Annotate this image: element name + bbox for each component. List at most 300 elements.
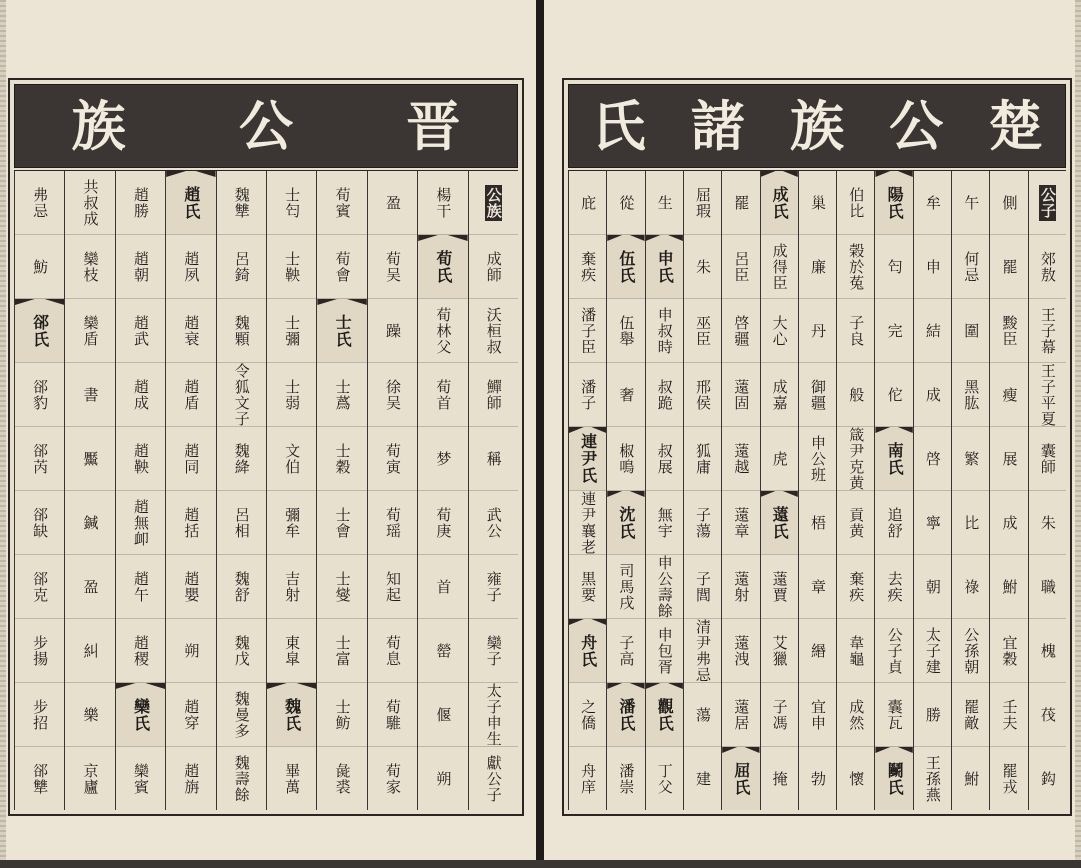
clan-header-cell xyxy=(875,426,912,490)
person-name: 公子 xyxy=(1038,186,1057,219)
person-name: 荀庚 xyxy=(434,506,453,539)
person-name: 黶 xyxy=(81,450,100,467)
person-name: 魴 xyxy=(31,258,50,275)
genealogy-column xyxy=(115,171,165,810)
name-cell xyxy=(166,362,215,426)
person-name: 之僑 xyxy=(579,698,598,731)
name-cell xyxy=(761,618,798,682)
person-name: 首 xyxy=(434,578,453,595)
name-cell xyxy=(952,490,989,554)
name-cell xyxy=(646,171,683,234)
name-cell xyxy=(267,426,316,490)
name-cell xyxy=(116,298,165,362)
name-cell xyxy=(799,682,836,746)
name-cell xyxy=(217,682,266,746)
person-name: 弗忌 xyxy=(31,186,50,219)
name-cell xyxy=(469,682,518,746)
person-name: 鮒 xyxy=(962,770,981,787)
name-cell xyxy=(65,554,114,618)
name-cell xyxy=(952,618,989,682)
name-cell xyxy=(684,618,721,682)
person-name: 荀首 xyxy=(434,378,453,411)
name-cell xyxy=(166,554,215,618)
name-cell xyxy=(469,554,518,618)
name-cell xyxy=(418,171,467,234)
genealogy-column xyxy=(266,171,316,810)
person-name: 士鲂 xyxy=(333,698,352,731)
name-cell xyxy=(1029,490,1066,554)
person-name: 職 xyxy=(1038,578,1057,595)
name-cell xyxy=(607,362,644,426)
person-name: 魏顆 xyxy=(232,314,251,347)
page-edge xyxy=(1075,0,1081,860)
name-cell xyxy=(952,554,989,618)
right-banner-title xyxy=(568,84,1066,168)
name-cell xyxy=(646,746,683,810)
name-cell xyxy=(990,682,1027,746)
person-name: 趙括 xyxy=(182,506,201,539)
banner-character: 氏 xyxy=(591,94,646,158)
clan-header-cell xyxy=(875,171,912,234)
name-cell xyxy=(722,426,759,490)
genealogy-column xyxy=(683,171,721,810)
name-cell xyxy=(317,618,366,682)
person-name: 御疆 xyxy=(808,378,827,411)
name-cell xyxy=(267,746,316,810)
name-cell xyxy=(914,618,951,682)
person-name: 鈎 xyxy=(1038,770,1057,787)
person-name: 箴尹克黄 xyxy=(847,426,866,490)
genealogy-column xyxy=(951,171,989,810)
name-cell xyxy=(368,682,417,746)
name-cell xyxy=(799,234,836,298)
genealogy-column xyxy=(216,171,266,810)
genealogy-column xyxy=(468,171,518,810)
clan-header-cell xyxy=(15,298,64,362)
clan-name: 觀氏 xyxy=(655,697,675,732)
person-name: 囊瓦 xyxy=(885,698,904,731)
person-name: 趙勝 xyxy=(131,186,150,219)
name-cell xyxy=(569,490,606,554)
person-name: 郤克 xyxy=(31,570,50,603)
person-name: 午 xyxy=(962,194,981,211)
person-name: 趙旃 xyxy=(182,762,201,795)
person-name: 公孫朝 xyxy=(962,626,981,675)
right-text-block xyxy=(562,78,1072,816)
name-cell xyxy=(418,618,467,682)
person-name: 趙盾 xyxy=(182,378,201,411)
name-cell xyxy=(722,618,759,682)
name-cell xyxy=(368,298,417,362)
banner-character: 族 xyxy=(71,94,126,158)
genealogy-column xyxy=(1028,171,1066,810)
person-name: 祿 xyxy=(962,578,981,595)
name-cell xyxy=(914,554,951,618)
name-cell xyxy=(15,554,64,618)
person-name: 何忌 xyxy=(962,250,981,283)
name-cell xyxy=(217,298,266,362)
clan-header-cell xyxy=(761,490,798,554)
name-cell xyxy=(875,682,912,746)
person-name: 郤缺 xyxy=(31,506,50,539)
person-name: 趙鞅 xyxy=(131,442,150,475)
person-name: 巫臣 xyxy=(694,314,713,347)
name-cell xyxy=(368,490,417,554)
person-name: 魏戊 xyxy=(232,634,251,667)
person-name: 梧 xyxy=(808,514,827,531)
person-name: 郊敖 xyxy=(1038,250,1057,283)
name-cell xyxy=(837,682,874,746)
person-name: 士富 xyxy=(333,634,352,667)
name-cell xyxy=(317,490,366,554)
person-name: 繁 xyxy=(962,450,981,467)
person-name: 丁父 xyxy=(655,762,674,795)
person-name: 趙午 xyxy=(131,570,150,603)
person-name: 呂錡 xyxy=(232,250,251,283)
name-cell xyxy=(837,746,874,810)
left-page xyxy=(0,0,536,860)
name-cell xyxy=(267,554,316,618)
name-cell xyxy=(684,746,721,810)
person-name: 囊師 xyxy=(1038,442,1057,475)
person-name: 魏犨 xyxy=(232,186,251,219)
name-cell xyxy=(217,426,266,490)
person-name: 步揚 xyxy=(31,634,50,667)
clan-header-cell xyxy=(166,171,215,234)
name-cell xyxy=(799,362,836,426)
person-name: 彘裘 xyxy=(333,762,352,795)
person-name: 偃 xyxy=(434,706,453,723)
name-cell xyxy=(952,746,989,810)
name-cell xyxy=(116,490,165,554)
name-cell xyxy=(116,554,165,618)
name-cell xyxy=(65,426,114,490)
name-cell xyxy=(837,234,874,298)
name-cell xyxy=(761,682,798,746)
name-cell xyxy=(418,362,467,426)
clan-name: 屈氏 xyxy=(731,761,751,796)
clan-name: 欒氏 xyxy=(131,697,151,732)
name-cell xyxy=(267,234,316,298)
person-name: 追舒 xyxy=(885,506,904,539)
name-cell xyxy=(722,234,759,298)
person-name: 步招 xyxy=(31,698,50,731)
person-name: 罷 xyxy=(1000,258,1019,275)
person-name: 廉 xyxy=(808,258,827,275)
name-cell xyxy=(990,298,1027,362)
name-cell xyxy=(15,362,64,426)
person-name: 太子申生 xyxy=(484,682,503,746)
person-name: 荀賓 xyxy=(333,186,352,219)
person-name: 申公班 xyxy=(808,434,827,483)
name-cell xyxy=(569,171,606,234)
person-name: 建 xyxy=(694,770,713,787)
name-cell xyxy=(646,426,683,490)
person-name: 匄 xyxy=(885,258,904,275)
name-cell xyxy=(317,234,366,298)
name-cell xyxy=(607,426,644,490)
name-cell xyxy=(990,234,1027,298)
person-name: 薳章 xyxy=(732,506,751,539)
name-cell xyxy=(799,746,836,810)
left-text-block xyxy=(8,78,524,816)
person-name: 東皐 xyxy=(283,634,302,667)
clan-header-cell xyxy=(418,234,467,298)
name-cell xyxy=(15,234,64,298)
person-name: 魏舒 xyxy=(232,570,251,603)
name-cell xyxy=(761,362,798,426)
person-name: 牟 xyxy=(923,194,942,211)
person-name: 畢萬 xyxy=(283,762,302,795)
name-cell xyxy=(646,490,683,554)
person-name: 士弱 xyxy=(283,378,302,411)
name-cell xyxy=(722,554,759,618)
clan-name: 郤氏 xyxy=(30,313,50,348)
person-name: 瘦 xyxy=(1000,386,1019,403)
person-name: 圍 xyxy=(962,322,981,339)
person-name: 樂 xyxy=(81,706,100,723)
person-name: 完 xyxy=(885,322,904,339)
person-name: 獻公子 xyxy=(484,754,503,803)
person-name: 公子貞 xyxy=(885,626,904,675)
person-name: 啓 xyxy=(923,450,942,467)
person-name: 鱓師 xyxy=(484,378,503,411)
name-cell xyxy=(569,234,606,298)
name-cell xyxy=(267,490,316,554)
genealogy-column xyxy=(64,171,114,810)
person-name: 趙朝 xyxy=(131,250,150,283)
name-cell xyxy=(418,682,467,746)
clan-name: 舟氏 xyxy=(578,633,598,668)
name-cell xyxy=(116,426,165,490)
clan-header-cell xyxy=(722,746,759,810)
name-cell xyxy=(761,234,798,298)
person-name: 成然 xyxy=(847,698,866,731)
banner-character: 公 xyxy=(889,94,944,158)
person-name: 般 xyxy=(847,386,866,403)
clan-name: 陽氏 xyxy=(885,185,905,220)
name-cell xyxy=(65,234,114,298)
name-cell xyxy=(799,618,836,682)
person-name: 荀林父 xyxy=(434,306,453,355)
person-name: 趙夙 xyxy=(182,250,201,283)
genealogy-column xyxy=(367,171,417,810)
name-cell xyxy=(217,554,266,618)
person-name: 薳固 xyxy=(732,378,751,411)
clan-name: 連尹氏 xyxy=(578,433,598,484)
person-name: 舟庠 xyxy=(579,762,598,795)
clan-name: 士氏 xyxy=(333,313,353,348)
person-name: 士彌 xyxy=(283,314,302,347)
clan-header-cell xyxy=(317,298,366,362)
person-name: 雍子 xyxy=(484,570,503,603)
name-cell xyxy=(875,554,912,618)
person-name: 緡 xyxy=(808,642,827,659)
person-name: 趙成 xyxy=(131,378,150,411)
section-tag-cell xyxy=(469,171,518,234)
clan-header-cell xyxy=(607,682,644,746)
clan-name: 沈氏 xyxy=(616,505,636,540)
person-name: 從 xyxy=(617,194,636,211)
name-cell xyxy=(368,554,417,618)
name-cell xyxy=(1029,554,1066,618)
name-cell xyxy=(418,554,467,618)
person-name: 徐吴 xyxy=(383,378,402,411)
person-name: 叔展 xyxy=(655,442,674,475)
person-name: 魏曼多 xyxy=(232,690,251,739)
person-name: 申公壽餘 xyxy=(655,554,674,618)
name-cell xyxy=(217,618,266,682)
name-cell xyxy=(317,426,366,490)
name-cell xyxy=(166,426,215,490)
name-cell xyxy=(65,362,114,426)
person-name: 欒枝 xyxy=(81,250,100,283)
name-cell xyxy=(684,682,721,746)
person-name: 薳越 xyxy=(732,442,751,475)
name-cell xyxy=(166,618,215,682)
person-name: 成得臣 xyxy=(770,242,789,291)
person-name: 榖於菟 xyxy=(847,242,866,291)
name-cell xyxy=(1029,682,1066,746)
name-cell xyxy=(217,362,266,426)
person-name: 壬夫 xyxy=(1000,698,1019,731)
name-cell xyxy=(952,298,989,362)
name-cell xyxy=(116,362,165,426)
person-name: 丹 xyxy=(808,322,827,339)
name-cell xyxy=(799,171,836,234)
person-name: 成 xyxy=(1000,514,1019,531)
name-cell xyxy=(875,618,912,682)
person-name: 令狐文子 xyxy=(232,362,251,426)
name-cell xyxy=(646,362,683,426)
name-cell xyxy=(684,171,721,234)
name-cell xyxy=(761,554,798,618)
person-name: 清尹弗忌 xyxy=(694,618,713,682)
section-tag-cell xyxy=(1029,171,1066,234)
name-cell xyxy=(761,426,798,490)
name-cell xyxy=(217,490,266,554)
person-name: 京廬 xyxy=(81,762,100,795)
name-cell xyxy=(914,298,951,362)
person-name: 子馮 xyxy=(770,698,789,731)
banner-character: 族 xyxy=(789,94,844,158)
name-cell xyxy=(914,426,951,490)
person-name: 士蔿 xyxy=(333,378,352,411)
person-name: 罷戎 xyxy=(1000,762,1019,795)
name-cell xyxy=(607,171,644,234)
person-name: 屈瑕 xyxy=(694,186,713,219)
person-name: 黒要 xyxy=(579,570,598,603)
name-cell xyxy=(166,490,215,554)
clan-header-cell xyxy=(646,234,683,298)
person-name: 薳射 xyxy=(732,570,751,603)
person-name: 盈 xyxy=(383,194,402,211)
person-name: 呂臣 xyxy=(732,250,751,283)
person-name: 沃桓叔 xyxy=(484,306,503,355)
person-name: 佗 xyxy=(885,386,904,403)
person-name: 欒盾 xyxy=(81,314,100,347)
person-name: 朔 xyxy=(434,770,453,787)
person-name: 郤犨 xyxy=(31,762,50,795)
person-name: 書 xyxy=(81,386,100,403)
name-cell xyxy=(990,618,1027,682)
page-edge xyxy=(0,0,6,860)
name-cell xyxy=(799,426,836,490)
name-cell xyxy=(15,171,64,234)
person-name: 鮒 xyxy=(1000,578,1019,595)
clan-header-cell xyxy=(569,618,606,682)
name-cell xyxy=(317,362,366,426)
name-cell xyxy=(952,362,989,426)
person-name: 展 xyxy=(1000,450,1019,467)
name-cell xyxy=(607,554,644,618)
clan-name: 成氏 xyxy=(770,185,790,220)
clan-name: 南氏 xyxy=(885,441,905,476)
genealogy-column xyxy=(14,171,64,810)
person-name: 伍舉 xyxy=(617,314,636,347)
name-cell xyxy=(418,490,467,554)
name-cell xyxy=(761,298,798,362)
person-name: 邢侯 xyxy=(694,378,713,411)
name-cell xyxy=(317,682,366,746)
name-cell xyxy=(469,490,518,554)
name-cell xyxy=(469,234,518,298)
person-name: 欒子 xyxy=(484,634,503,667)
person-name: 趙無卹 xyxy=(131,498,150,547)
person-name: 王子平夏 xyxy=(1038,362,1057,426)
person-name: 勃 xyxy=(808,770,827,787)
person-name: 士穀 xyxy=(333,442,352,475)
name-cell xyxy=(952,234,989,298)
name-cell xyxy=(569,746,606,810)
clan-header-cell xyxy=(116,682,165,746)
person-name: 趙穿 xyxy=(182,698,201,731)
person-name: 宜申 xyxy=(808,698,827,731)
person-name: 茷 xyxy=(1038,706,1057,723)
person-name: 朝 xyxy=(923,578,942,595)
person-name: 巢 xyxy=(808,194,827,211)
name-cell xyxy=(799,490,836,554)
genealogy-column xyxy=(568,171,606,810)
name-cell xyxy=(990,554,1027,618)
name-cell xyxy=(418,426,467,490)
clan-name: 潘氏 xyxy=(616,697,636,732)
person-name: 狐庸 xyxy=(694,442,713,475)
name-cell xyxy=(990,362,1027,426)
person-name: 士燮 xyxy=(333,570,352,603)
person-name: 知起 xyxy=(383,570,402,603)
name-cell xyxy=(217,746,266,810)
genealogy-column xyxy=(836,171,874,810)
person-name: 欒賓 xyxy=(131,762,150,795)
person-name: 趙同 xyxy=(182,442,201,475)
name-cell xyxy=(65,682,114,746)
name-cell xyxy=(166,298,215,362)
person-name: 貢黄 xyxy=(847,506,866,539)
name-cell xyxy=(837,171,874,234)
name-cell xyxy=(952,682,989,746)
person-name: 文伯 xyxy=(283,442,302,475)
person-name: 椒鳴 xyxy=(617,442,636,475)
person-name: 荀會 xyxy=(333,250,352,283)
name-cell xyxy=(1029,362,1066,426)
name-cell xyxy=(15,746,64,810)
person-name: 荀寅 xyxy=(383,442,402,475)
name-cell xyxy=(317,554,366,618)
name-cell xyxy=(607,298,644,362)
clan-header-cell xyxy=(875,746,912,810)
name-cell xyxy=(65,298,114,362)
